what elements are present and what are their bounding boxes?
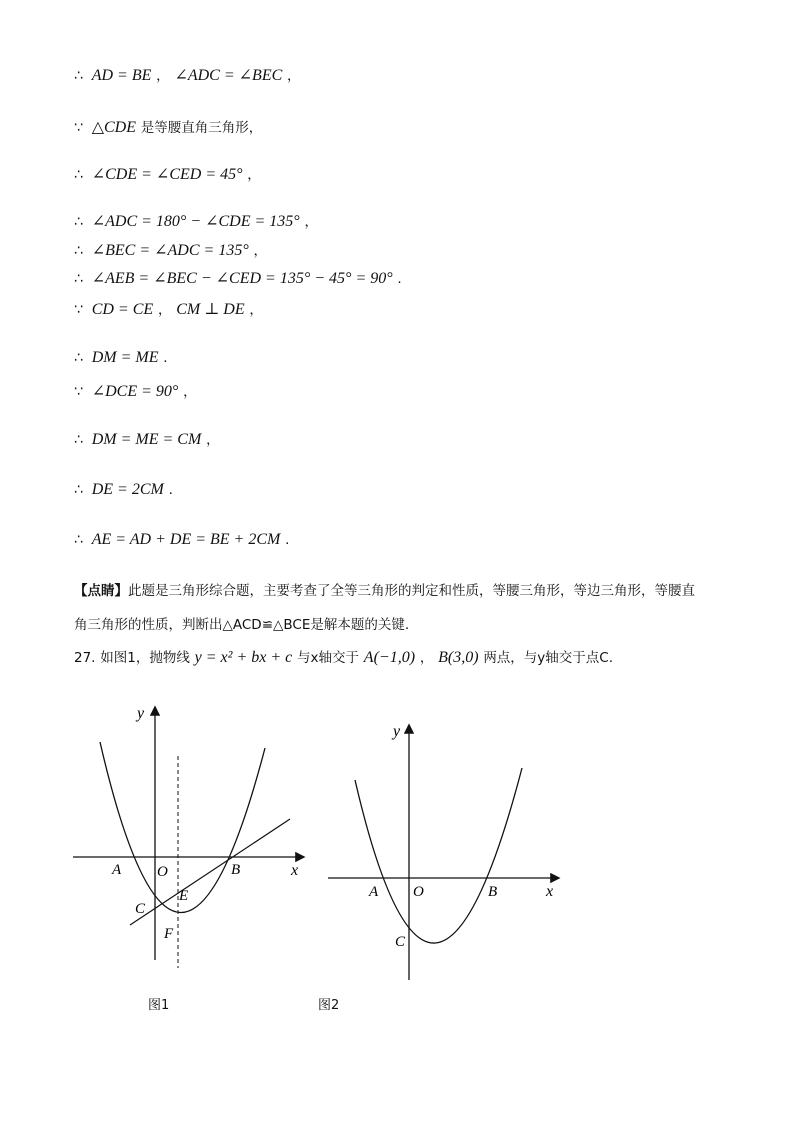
- math-expression-2: ∠ADC = ∠BEC: [174, 67, 283, 84]
- math-expression: AE = AD + DE = BE + 2CM: [91, 531, 281, 548]
- label-b: B: [488, 884, 498, 900]
- comment-text-1: 此题是三角形综合题，主要考查了全等三角形的判定和性质，等腰三角形，等边三角形，等腰直: [128, 583, 695, 599]
- therefore-symbol: ∴: [74, 482, 83, 498]
- proof-line-11: [74, 480, 173, 499]
- math-expression: ∠ADC = 180° − ∠CDE = 135°: [91, 213, 300, 230]
- punctuation: ，: [253, 243, 268, 259]
- proof-line-2: [74, 116, 262, 137]
- label-y: y: [393, 723, 401, 740]
- label-e: E: [179, 888, 189, 904]
- math-expression: ∠BEC = ∠ADC = 135°: [91, 242, 249, 259]
- punctuation: ，: [249, 302, 263, 318]
- figure-1: [65, 698, 315, 988]
- comment-tag: 【点睛】: [74, 583, 128, 599]
- label-c: C: [395, 934, 406, 950]
- comment-text-2: 角三角形的性质，判断出△ACD≌△BCE是解本题的关键.: [74, 617, 410, 633]
- problem-text-pre: 如图1，抛物线: [100, 650, 190, 666]
- statement-text: 是等腰直角三角形，: [140, 120, 263, 136]
- therefore-symbol: ∴: [74, 350, 83, 366]
- proof-line-10: [74, 428, 220, 449]
- proof-line-1: [74, 64, 301, 85]
- figure-1-caption: 图1: [148, 998, 170, 1013]
- punctuation: .: [163, 350, 168, 366]
- separator: ，: [156, 68, 170, 84]
- parabola-curve: [355, 768, 522, 943]
- therefore-symbol: ∴: [74, 68, 83, 84]
- problem-number: 27.: [74, 650, 96, 666]
- point-a: A(−1,0): [363, 649, 416, 666]
- figure-2-caption: 图2: [318, 998, 340, 1013]
- therefore-symbol: ∴: [74, 214, 83, 230]
- figure-2: [322, 718, 572, 1008]
- proof-line-4: [74, 210, 318, 231]
- proof-line-12: [74, 530, 289, 549]
- therefore-symbol: ∴: [74, 271, 83, 287]
- separator: ，: [157, 302, 172, 318]
- therefore-symbol: ∴: [74, 532, 83, 548]
- proof-line-8: [74, 348, 168, 367]
- math-expression-2: CM ⊥ DE: [176, 301, 245, 318]
- label-y: y: [137, 705, 145, 722]
- therefore-symbol: ∴: [74, 432, 83, 448]
- proof-line-3: [74, 163, 261, 184]
- parabola-curve: [100, 742, 265, 913]
- punctuation: ，: [183, 384, 197, 400]
- label-o: O: [157, 864, 168, 880]
- label-x: x: [546, 883, 554, 900]
- separator: ，: [419, 650, 434, 666]
- proof-line-6: [74, 268, 402, 288]
- math-expression: ∠DCE = 90°: [91, 383, 179, 400]
- label-o: O: [413, 884, 424, 900]
- math-expression: ∠AEB = ∠BEC − ∠CED = 135° − 45° = 90°: [91, 270, 393, 287]
- because-symbol: ∵: [74, 384, 83, 400]
- label-a: A: [112, 862, 122, 878]
- label-b: B: [231, 862, 241, 878]
- problem-27-statement: [74, 646, 613, 667]
- punctuation: ，: [206, 432, 220, 448]
- label-f: F: [164, 926, 174, 942]
- comment-line-1: [74, 574, 734, 608]
- point-b: B(3,0): [438, 649, 479, 666]
- therefore-symbol: ∴: [74, 167, 83, 183]
- label-a: A: [369, 884, 379, 900]
- parabola-equation: y = x² + bx + c: [194, 649, 293, 666]
- math-expression: DE = 2CM: [91, 481, 164, 498]
- punctuation: ，: [247, 167, 261, 183]
- math-expression: DM = ME: [91, 349, 159, 366]
- math-expression: △CDE: [91, 119, 137, 136]
- proof-line-5: [74, 239, 267, 260]
- problem-text-post: 两点，与y轴交于点C.: [483, 650, 614, 666]
- line-cb: [130, 819, 290, 925]
- punctuation: ，: [287, 68, 301, 84]
- math-expression: CD = CE: [91, 301, 154, 318]
- punctuation: .: [285, 532, 290, 548]
- punctuation: .: [397, 271, 402, 287]
- math-expression: DM = ME = CM: [91, 431, 202, 448]
- proof-line-9: [74, 380, 197, 401]
- punctuation: .: [168, 482, 173, 498]
- because-symbol: ∵: [74, 120, 83, 136]
- label-x: x: [291, 862, 299, 879]
- math-expression: ∠CDE = ∠CED = 45°: [91, 166, 243, 183]
- comment-paragraph: [74, 574, 734, 642]
- therefore-symbol: ∴: [74, 243, 83, 259]
- label-c: C: [135, 901, 146, 917]
- proof-line-7: [74, 298, 263, 319]
- punctuation: ，: [304, 214, 318, 230]
- math-expression: AD = BE: [91, 67, 152, 84]
- because-symbol: ∵: [74, 302, 83, 318]
- problem-text-mid: 与x轴交于: [297, 650, 360, 666]
